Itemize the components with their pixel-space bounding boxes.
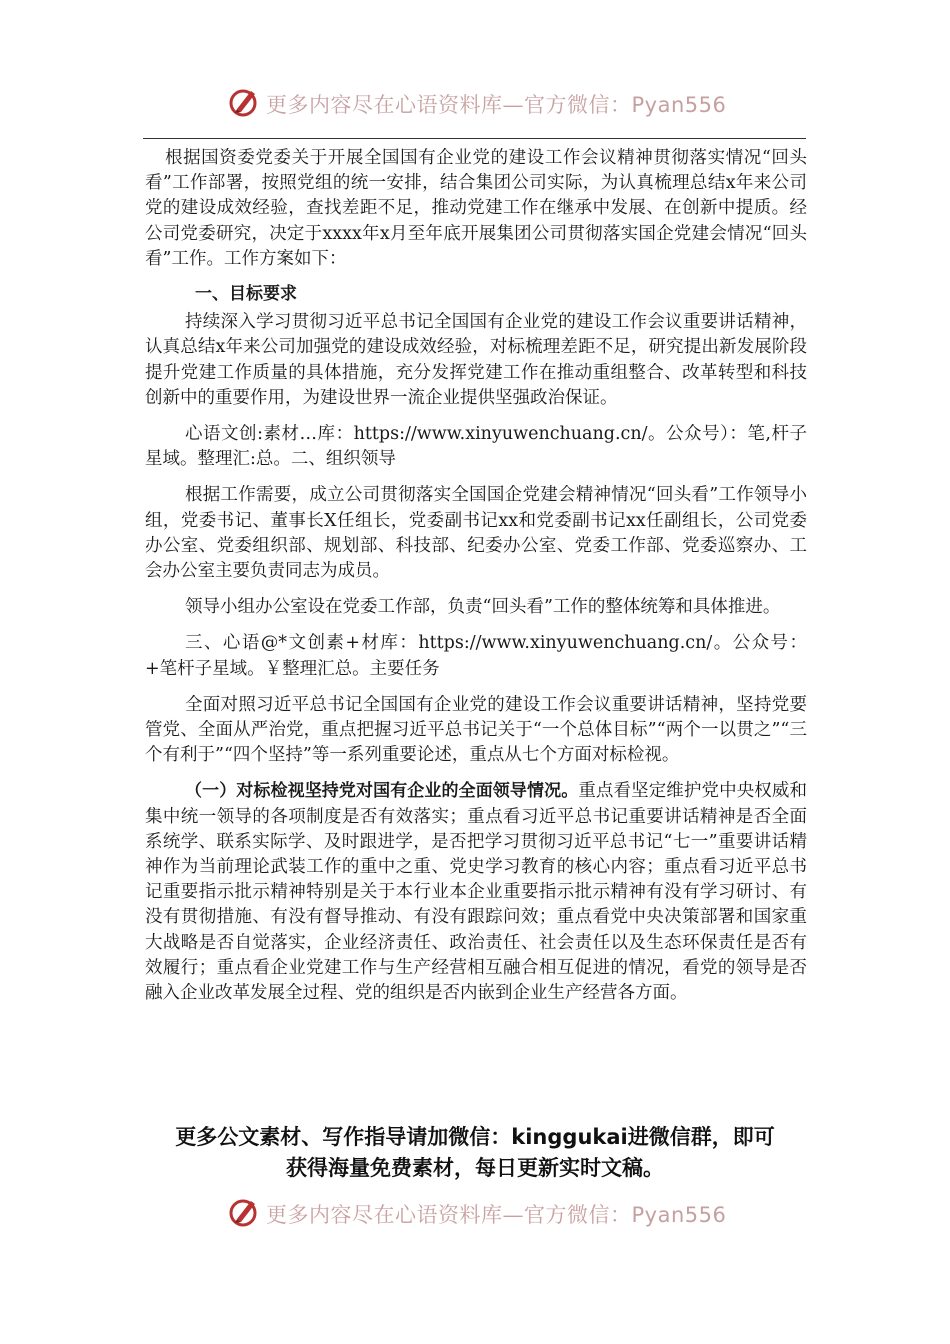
office-paragraph: 领导小组办公室设在党委工作部，负责“回头看”工作的整体统筹和具体推进。 <box>185 597 781 618</box>
section-heading-goals: 一、目标要求 <box>195 284 297 305</box>
footer-watermark <box>0 1193 950 1233</box>
task-one-title: （一）对标检视坚持党对国有企业的全面领导情况。 <box>185 781 579 802</box>
source-note-paragraph: 心语文创:素材…库：https://www.xinyuwenchuang.cn/。公众号）：笔,杆子星域。整理汇:总。二、组织领导 <box>145 424 807 470</box>
watermark-text: 更多内容尽在心语资料库—官方微信：Pyan556 <box>266 1203 727 1227</box>
watermark-id: Pyan556 <box>631 1203 727 1227</box>
pen-logo-icon <box>227 1195 261 1229</box>
task-one-body: 重点看坚定维护党中央权威和集中统一领导的各项制度是否有效落实；重点看习近平总书记重要讲话精神是否全面系统学、联系实际学、及时跟进学，是否把学习贯彻习近平总书记“七一”重要讲话精神作为当前理论武装工作的重中之重、党史学习教育的核心内容；重点看习近平总书记重要指示批示精神特别是关于本行业本企业重要指示批示精神有没有学习研讨、有没有贯彻措施、有没有督导推动、有没有跟踪问效；重点看党中央决策部署和国家重大战略是否自觉落实，企业经济责任、政治责任、社会责任以及生态环保责任是否有效履行；重点看企业党建工作与生产经营相互融合相互促进的情况，看党的领导是否融入企业改革发展全过程、党的组织是否内嵌到企业生产经营各方面。 <box>145 781 808 1004</box>
header-divider <box>143 138 806 139</box>
document-body <box>145 146 807 1006</box>
promo-line-1: 更多公文素材、写作指导请加微信：kinggukai进微信群，即可 <box>175 1125 775 1149</box>
tasks-intro-paragraph: 全面对照习近平总书记全国国有企业党的建设工作会议重要讲话精神，坚持党要管党、全面从严治党，重点把握习近平总书记关于“一个总体目标”“两个一以贯之”“三个有利于”“四个坚持”等一系列重要论述，重点从七个方面对标检视。 <box>145 694 807 766</box>
watermark-id: Pyan556 <box>631 93 727 117</box>
pen-logo-icon <box>227 85 261 119</box>
task-one-paragraph <box>145 779 807 1006</box>
promo-line-2: 获得海量免费素材，每日更新实时文稿。 <box>286 1156 664 1180</box>
tasks-heading-paragraph: 三、心语@*文创素+材库：https://www.xinyuwenchuang.cn/。公众号：+笔杆子星域。￥整理汇总。主要任务 <box>145 633 807 679</box>
watermark-text: 更多内容尽在心语资料库—官方微信：Pyan556 <box>266 93 727 117</box>
intro-paragraph: 根据国资委党委关于开展全国国有企业党的建设工作会议精神贯彻落实情况“回头看”工作部署，按照党组的统一安排，结合集团公司实际，为认真梳理总结x年来公司党的建设成效经验，查找差距不足，推动党建工作在继承中发展、在创新中提质。经公司党委研究，决定于xxxx年x月至年底开展集团公司贯彻落实国企党建会情况“回头看”工作。工作方案如下： <box>145 148 807 269</box>
goals-paragraph: 持续深入学习贯彻习近平总书记全国国有企业党的建设工作会议重要讲话精神，认真总结x年来公司加强党的建设成效经验，对标梳理差距不足，研究提出新发展阶段提升党建工作质量的具体措施，充分发挥党建工作在推动重组整合、改革转型和科技创新中的重要作用，为建设世界一流企业提供坚强政治保证。 <box>145 312 807 408</box>
organization-paragraph: 根据工作需要，成立公司贯彻落实全国国企党建会精神情况“回头看”工作领导小组，党委书记、董事长X任组长，党委副书记xx和党委副书记xx任副组长，公司党委办公室、党委组织部、规划部、科技部、纪委办公室、党委工作部、党委巡察办、工会办公室主要负责同志为成员。 <box>145 485 807 582</box>
promo-banner <box>145 1122 805 1184</box>
header-watermark <box>0 83 950 123</box>
